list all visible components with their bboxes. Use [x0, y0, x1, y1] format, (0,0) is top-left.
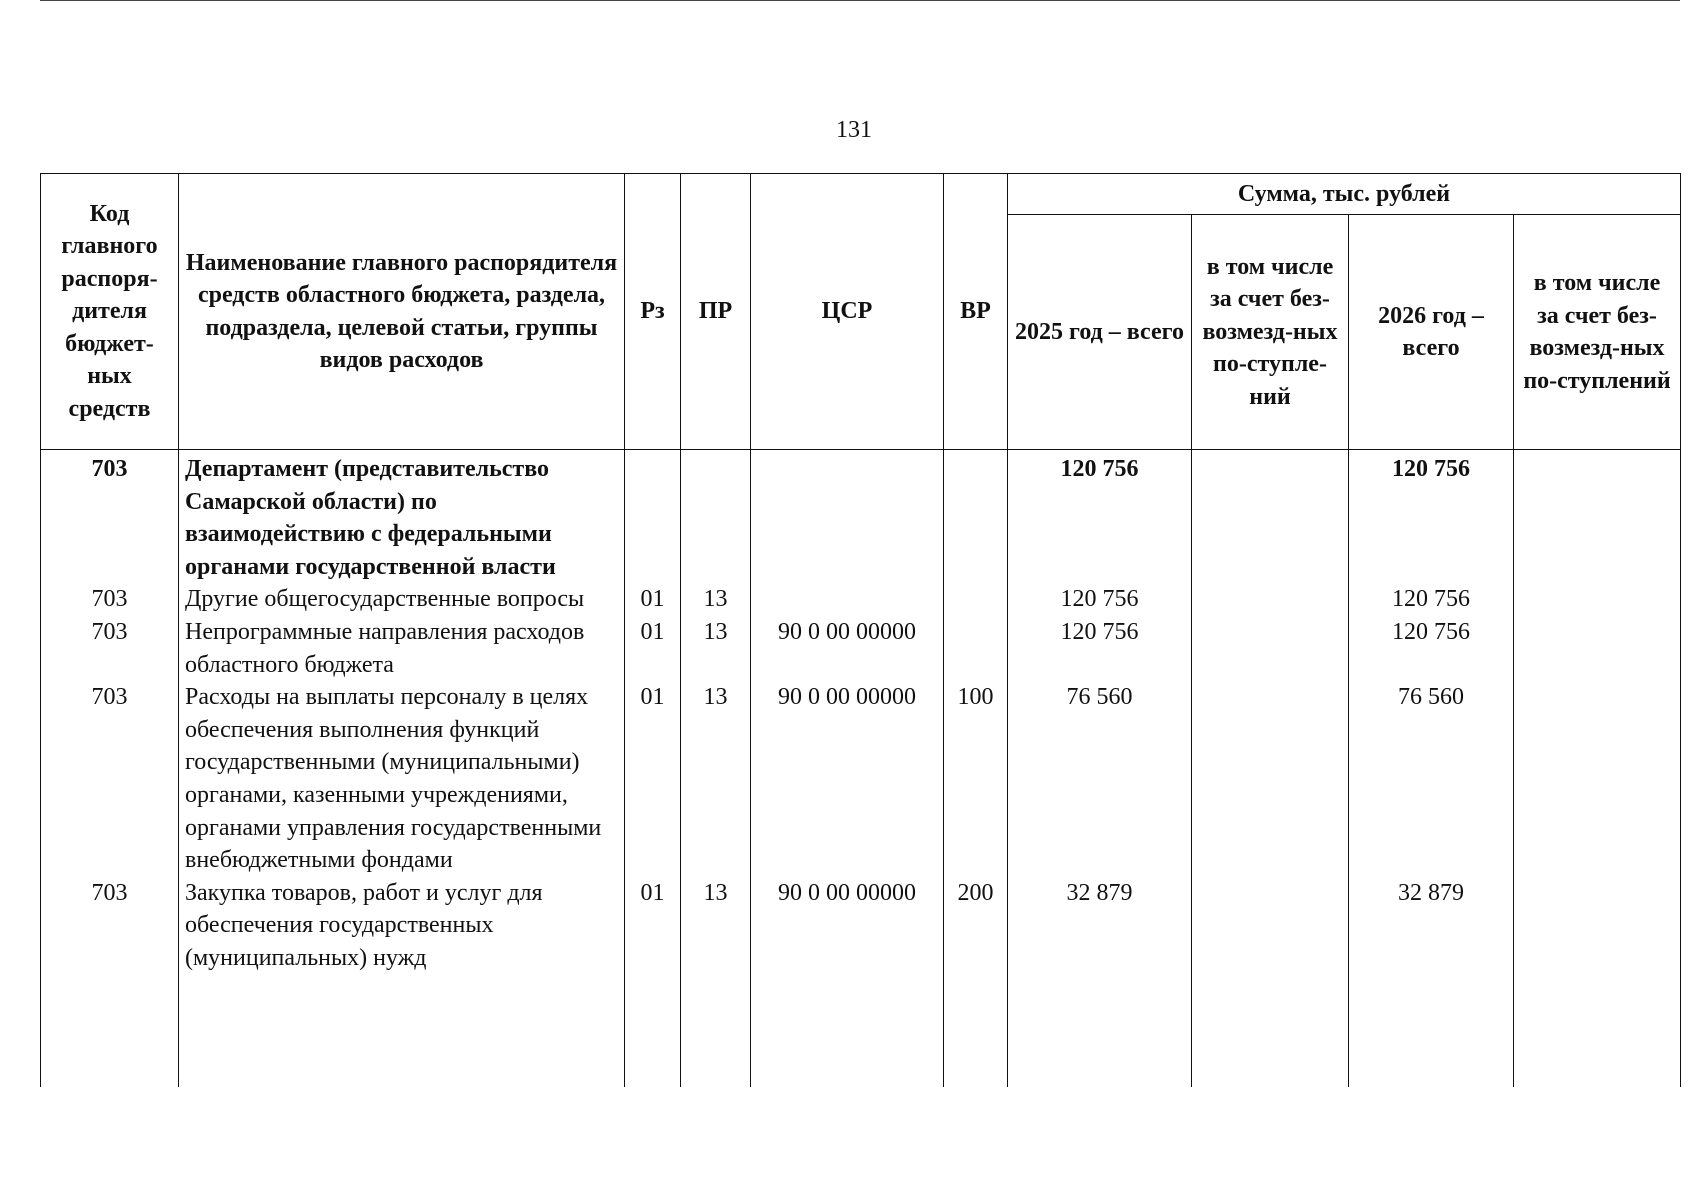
header-2026-total: 2026 год – всего [1349, 215, 1514, 450]
cell-2026-total: 120 756 [1349, 583, 1514, 616]
cell-code: 703 [41, 877, 179, 1087]
cell-pr: 13 [681, 616, 751, 681]
cell-name: Непрограммные направления расходов областного бюджета [179, 616, 625, 681]
cell-2026-free [1514, 583, 1681, 616]
header-vr: ВР [944, 174, 1008, 450]
cell-pr: 13 [681, 681, 751, 877]
header-rz: Рз [625, 174, 681, 450]
budget-table [40, 173, 1681, 1087]
table-row [41, 583, 1681, 616]
cell-csr [751, 583, 944, 616]
table-row [41, 877, 1681, 1087]
cell-vr: 100 [944, 681, 1008, 877]
header-2026-free: в том числе за счет без-возмезд-ных по-ступлений [1514, 215, 1681, 450]
top-rule [40, 0, 1680, 1]
cell-rz: 01 [625, 877, 681, 1087]
cell-pr: 13 [681, 583, 751, 616]
cell-csr: 90 0 00 00000 [751, 681, 944, 877]
page-number: 131 [836, 117, 872, 143]
cell-code: 703 [41, 450, 179, 584]
cell-vr [944, 583, 1008, 616]
cell-rz: 01 [625, 616, 681, 681]
cell-pr: 13 [681, 877, 751, 1087]
cell-rz: 01 [625, 681, 681, 877]
cell-rz: 01 [625, 583, 681, 616]
cell-name: Закупка товаров, работ и услуг для обеспечения государственных (муниципальных) нужд [179, 877, 625, 1087]
cell-2025-free [1192, 616, 1349, 681]
cell-code: 703 [41, 681, 179, 877]
cell-2026-free [1514, 450, 1681, 584]
cell-2026-total: 32 879 [1349, 877, 1514, 1087]
cell-csr [751, 450, 944, 584]
header-2025-total: 2025 год – всего [1008, 215, 1192, 450]
table-row [41, 616, 1681, 681]
cell-2026-free [1514, 681, 1681, 877]
header-name: Наименование главного распорядителя средств областного бюджета, раздела, подраздела, целевой статьи, группы видов расходов [179, 174, 625, 450]
header-csr: ЦСР [751, 174, 944, 450]
cell-2025-total: 76 560 [1008, 681, 1192, 877]
header-pr: ПР [681, 174, 751, 450]
cell-2026-free [1514, 877, 1681, 1087]
cell-csr: 90 0 00 00000 [751, 877, 944, 1087]
cell-vr [944, 616, 1008, 681]
cell-vr [944, 450, 1008, 584]
table-row [41, 681, 1681, 877]
cell-2025-total: 120 756 [1008, 450, 1192, 584]
cell-2026-free [1514, 616, 1681, 681]
table-row [41, 450, 1681, 584]
cell-2026-total: 120 756 [1349, 616, 1514, 681]
header-code: Код главного распоря-дителя бюджет-ных средств [41, 174, 179, 450]
table-body [41, 450, 1681, 1087]
cell-2025-total: 120 756 [1008, 616, 1192, 681]
cell-2025-total: 120 756 [1008, 583, 1192, 616]
cell-code: 703 [41, 583, 179, 616]
cell-2026-total: 120 756 [1349, 450, 1514, 584]
cell-name: Департамент (представительство Самарской области) по взаимодействию с федеральными органами государственной власти [179, 450, 625, 584]
header-sum-group: Сумма, тыс. рублей [1008, 174, 1681, 215]
cell-csr: 90 0 00 00000 [751, 616, 944, 681]
cell-code: 703 [41, 616, 179, 681]
table-header [41, 174, 1681, 450]
cell-2025-total: 32 879 [1008, 877, 1192, 1087]
cell-pr [681, 450, 751, 584]
cell-2025-free [1192, 681, 1349, 877]
cell-2026-total: 76 560 [1349, 681, 1514, 877]
cell-2025-free [1192, 877, 1349, 1087]
cell-name: Другие общегосударственные вопросы [179, 583, 625, 616]
cell-name: Расходы на выплаты персоналу в целях обеспечения выполнения функций государственными (муниципальными) органами, казенными учреждениями, органами управления государственными внебюджетными фондами [179, 681, 625, 877]
cell-2025-free [1192, 583, 1349, 616]
cell-rz [625, 450, 681, 584]
cell-2025-free [1192, 450, 1349, 584]
header-2025-free: в том числе за счет без-возмезд-ных по-ступле-ний [1192, 215, 1349, 450]
cell-vr: 200 [944, 877, 1008, 1087]
